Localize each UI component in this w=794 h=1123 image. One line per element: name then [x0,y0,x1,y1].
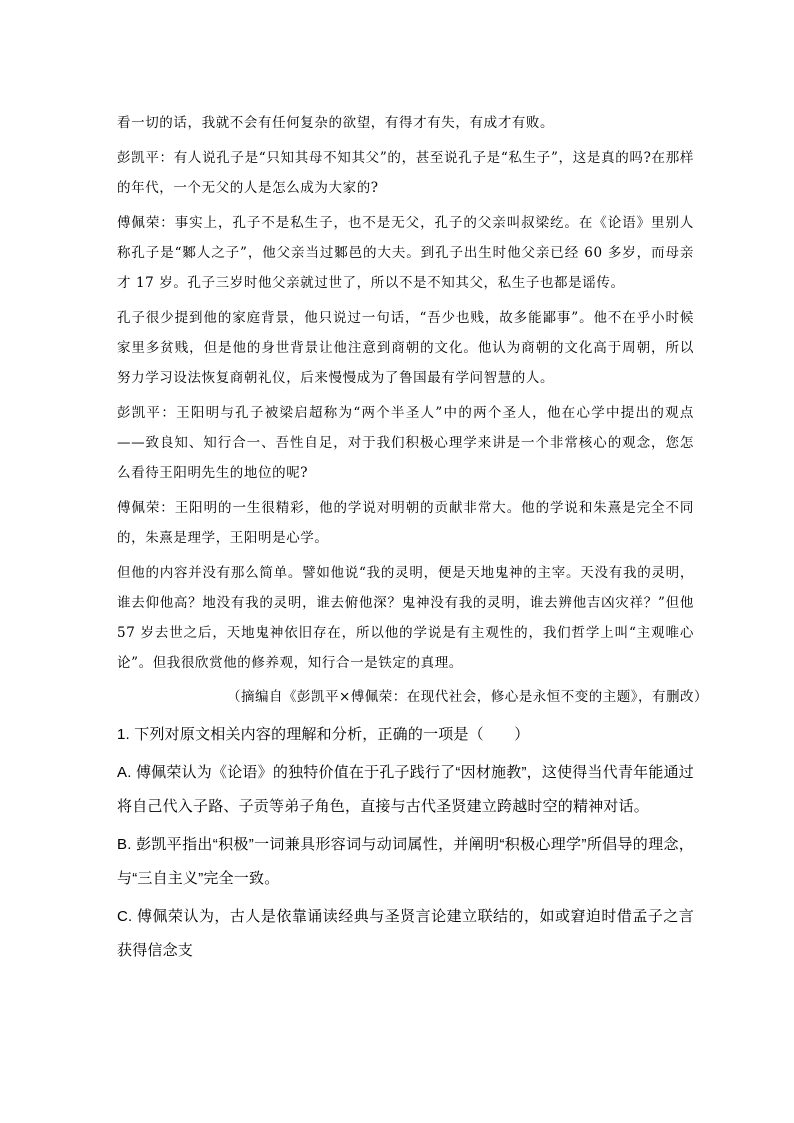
source-citation: （摘编自《彭凯平×傅佩荣：在现代社会，修心是永恒不变的主题》，有删改） [227,689,709,705]
option-a: A. 傅佩荣认为《论语》的独特价值在于孔子践行了“因材施教”，这使得当代青年能通过将自己代入子路、子贡等弟子角色，直接与古代圣贤建立跨越时空的精神对话。 [117,764,694,815]
passage-paragraph-3: 傅佩荣：事实上，孔子不是私生子，也不是无父，孔子的父亲叫叔梁纥。在《论语》里别人称孔子是“鄹人之子”，他父亲当过鄹邑的大夫。到孔子出生时他父亲已经 60 多岁，而母亲才 17 岁。孔子三岁时他父亲就过世了，所以不是不知其父，私生子也都是谣传。 [117,215,694,291]
option-b: B. 彭凯平指出“积极”一词兼具形容词与动词属性，并阐明“积极心理学”所倡导的理念，与“三自主义”完全一致。 [117,836,694,887]
option-c: C. 傅佩荣认为，古人是依靠诵读经典与圣贤言论建立联结的，如或窘迫时借孟子之言获得信念支 [117,908,694,959]
passage-paragraph-6: 傅佩荣：王阳明的一生很精彩，他的学说对明朝的贡献非常大。他的学说和朱熹是完全不同的，朱熹是理学，王阳明是心学。 [117,500,694,546]
passage-paragraph-4: 孔子很少提到他的家庭背景，他只说过一句话，“吾少也贱，故多能鄙事”。他不在乎小时候家里多贫贱，但是他的身世背景让他注意到商朝的文化。他认为商朝的文化高于周朝，所以努力学习设法恢复商朝礼仪，后来慢慢成为了鲁国最有学问智慧的人。 [117,310,694,386]
passage-paragraph-1: 看一切的话，我就不会有任何复杂的欲望，有得才有失，有成才有败。 [117,115,555,131]
passage-paragraph-5: 彭凯平：王阳明与孔子被梁启超称为“两个半圣人”中的两个圣人，他在心学中提出的观点——致良知、知行合一、吾性自足，对于我们积极心理学来讲是一个非常核心的观念，您怎么看待王阳明先生的地位的呢? [117,405,694,481]
question-stem: 1. 下列对原文相关内容的理解和分析，正确的一项是（ ） [117,726,530,743]
passage-paragraph-7: 但他的内容并没有那么简单。譬如他说“我的灵明，便是天地鬼神的主宰。天没有我的灵明，谁去仰他高？地没有我的灵明，谁去俯他深？鬼神没有我的灵明，谁去辨他吉凶灾祥？”但他 57 岁去世之后，天地鬼神依旧存在，所以他的学说是有主观性的，我们哲学上叫“主观唯心论”。但我很欣赏他的修养观，知行合一是铁定的真理。 [117,565,694,671]
passage-paragraph-2: 彭凯平：有人说孔子是“只知其母不知其父”的，甚至说孔子是“私生子”，这是真的吗?在那样的年代，一个无父的人是怎么成为大家的? [117,150,694,196]
document-content [117,108,709,968]
